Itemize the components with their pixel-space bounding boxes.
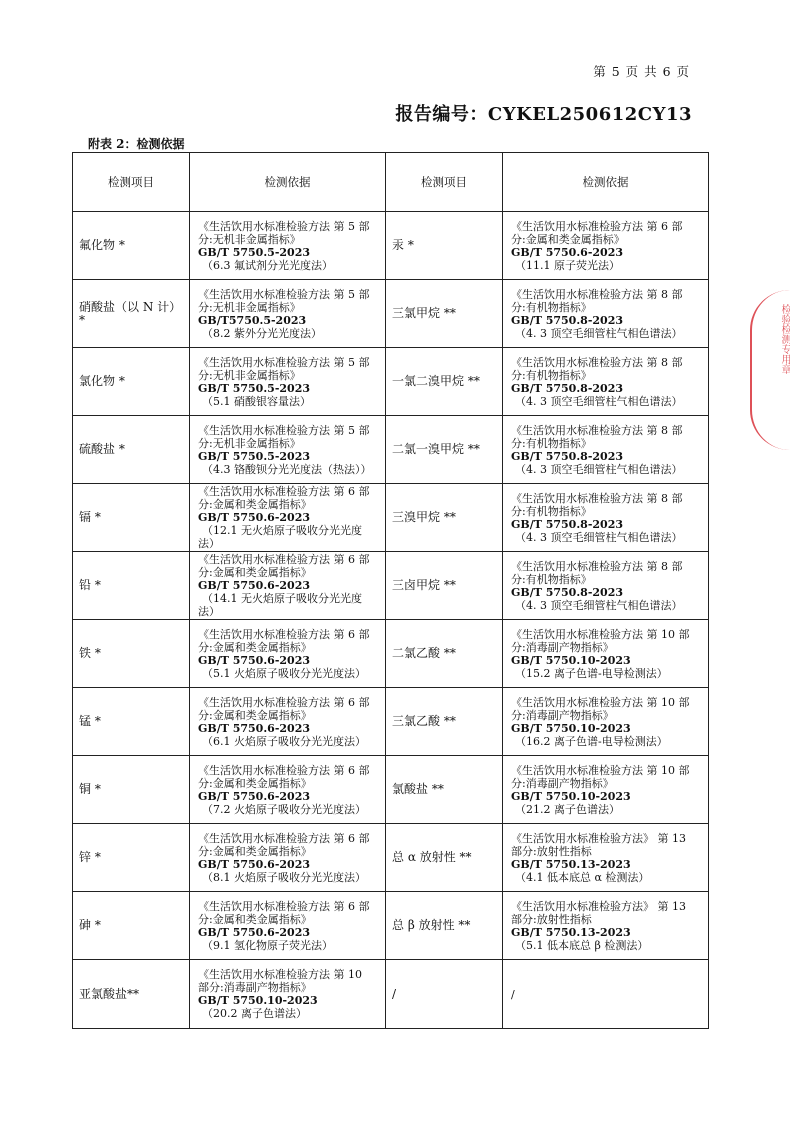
table-row	[73, 960, 709, 1029]
basis-line: 《生活饮用水标准检验方法 第 5 部	[198, 355, 370, 369]
test-item-right: /	[386, 960, 503, 1029]
test-basis-left	[190, 756, 386, 824]
table-row	[73, 756, 709, 824]
test-item-right: 二氯乙酸 **	[386, 620, 503, 688]
basis-line: （21.2 离子色谱法）	[515, 802, 620, 816]
basis-line: 《生活饮用水标准检验方法 第 8 部	[511, 287, 683, 301]
basis-line: （4. 3 顶空毛细管柱气相色谱法）	[515, 530, 683, 544]
basis-line: 分:金属和类金属指标》	[198, 498, 312, 511]
test-item-left: 亚氯酸盐**	[73, 960, 190, 1029]
basis-line: 分:金属和类金属指标》	[198, 566, 312, 579]
basis-line: GB/T 5750.5-2023	[198, 449, 311, 463]
test-basis-left	[190, 348, 386, 416]
test-basis-right	[503, 620, 709, 688]
seal-text: 检验检测专用章	[779, 304, 790, 374]
test-item-right: 三氯乙酸 **	[386, 688, 503, 756]
basis-line: 《生活饮用水标准检验方法 第 6 部	[198, 627, 370, 641]
basis-line: （7.2 火焰原子吸收分光光度法）	[202, 802, 366, 816]
basis-line: 分:金属和类金属指标》	[198, 708, 312, 722]
basis-line: （9.1 氢化物原子荧光法）	[202, 938, 333, 952]
basis-line: （4.3 铬酸钡分光光度法（热法））	[202, 462, 372, 476]
table-row	[73, 280, 709, 348]
basis-line: 部分:放射性指标	[511, 912, 592, 926]
table-row	[73, 552, 709, 620]
test-basis-table	[72, 152, 709, 1029]
table-row	[73, 824, 709, 892]
seal-stamp	[750, 290, 790, 450]
basis-line: GB/T 5750.6-2023	[198, 857, 311, 871]
basis-line: 分:金属和类金属指标》	[198, 912, 312, 926]
table-row	[73, 484, 709, 552]
test-basis-left	[190, 620, 386, 688]
test-basis-left	[190, 484, 386, 552]
basis-line: 《生活饮用水标准检验方法 第 6 部	[198, 831, 370, 845]
basis-line: （6.3 氟试剂分光光度法）	[202, 258, 333, 272]
basis-line: GB/T 5750.8-2023	[511, 517, 624, 531]
basis-line: 《生活饮用水标准检验方法 第 6 部	[511, 219, 683, 233]
test-basis-left	[190, 824, 386, 892]
header-test-item-left: 检测项目	[73, 153, 190, 212]
basis-line: 部分:消毒副产物指标》	[198, 981, 312, 994]
basis-line: 分:金属和类金属指标》	[198, 640, 312, 654]
test-basis-right	[503, 552, 709, 620]
basis-line: （20.2 离子色谱法）	[202, 1007, 307, 1020]
basis-line: 分:无机非金属指标》	[198, 300, 301, 314]
basis-line: （4. 3 顶空毛细管柱气相色谱法）	[515, 394, 683, 408]
basis-line: 《生活饮用水标准检验方法 第 6 部	[198, 553, 370, 566]
basis-line: （5.1 低本底总 β 检测法）	[515, 938, 649, 952]
test-item-left: 硫酸盐 *	[73, 416, 190, 484]
test-basis-right	[503, 824, 709, 892]
basis-line: （8.1 火焰原子吸收分光光度法）	[202, 870, 366, 884]
test-item-left: 氯化物 *	[73, 348, 190, 416]
basis-line: 部分:放射性指标	[511, 844, 592, 858]
test-basis-right	[503, 212, 709, 280]
basis-line: 《生活饮用水标准检验方法 第 6 部	[198, 695, 370, 709]
test-basis-right	[503, 756, 709, 824]
test-basis-right	[503, 892, 709, 960]
basis-line: 分:无机非金属指标》	[198, 232, 301, 246]
test-basis-right	[503, 416, 709, 484]
header-test-basis-left: 检测依据	[190, 153, 386, 212]
header-test-item-right: 检测项目	[386, 153, 503, 212]
test-item-left: 铜 *	[73, 756, 190, 824]
basis-line: GB/T 5750.6-2023	[198, 789, 311, 803]
basis-line: （4.1 低本底总 α 检测法）	[515, 870, 650, 884]
basis-line: 分:金属和类金属指标》	[198, 844, 312, 858]
basis-line: GB/T 5750.5-2023	[198, 245, 311, 259]
basis-line: GB/T 5750.8-2023	[511, 449, 624, 463]
test-item-left: 镉 *	[73, 484, 190, 552]
basis-line: 《生活饮用水标准检验方法 第 6 部	[198, 763, 370, 777]
basis-line: 《生活饮用水标准检验方法 第 10 部	[511, 763, 690, 777]
basis-line: GB/T 5750.10-2023	[511, 721, 631, 735]
basis-line: GB/T 5750.10-2023	[511, 653, 631, 667]
basis-line: 《生活饮用水标准检验方法》 第 13	[511, 831, 686, 845]
test-basis-left	[190, 960, 386, 1029]
test-basis-left	[190, 416, 386, 484]
table-body	[73, 212, 709, 1029]
test-item-left: 铅 *	[73, 552, 190, 620]
test-item-left: 砷 *	[73, 892, 190, 960]
test-basis-left	[190, 212, 386, 280]
test-basis-right	[503, 960, 709, 1029]
report-number: 报告编号：CYKEL250612CY13	[395, 104, 692, 125]
header-test-basis-right: 检测依据	[503, 153, 709, 212]
basis-line: 分:无机非金属指标》	[198, 368, 301, 382]
test-item-right: 三氯甲烷 **	[386, 280, 503, 348]
basis-line: （16.2 离子色谱-电导检测法）	[515, 734, 668, 748]
basis-line: 分:消毒副产物指标》	[511, 640, 614, 654]
basis-line: /	[511, 987, 515, 1001]
basis-line: GB/T 5750.10-2023	[198, 994, 318, 1007]
basis-line: 《生活饮用水标准检验方法》 第 13	[511, 899, 686, 913]
test-item-right: 一氯二溴甲烷 **	[386, 348, 503, 416]
basis-line: 《生活饮用水标准检验方法 第 5 部	[198, 287, 370, 301]
basis-line: 分:消毒副产物指标》	[511, 776, 614, 790]
table-row	[73, 212, 709, 280]
basis-line: GB/T 5750.5-2023	[198, 381, 311, 395]
basis-line: GB/T 5750.6-2023	[511, 245, 624, 259]
table-caption: 附表 2：检测依据	[88, 137, 185, 151]
basis-line: 《生活饮用水标准检验方法 第 10	[198, 968, 362, 981]
test-basis-right	[503, 348, 709, 416]
basis-line: GB/T 5750.13-2023	[511, 925, 631, 939]
basis-line: （15.2 离子色谱-电导检测法）	[515, 666, 668, 680]
test-basis-left	[190, 688, 386, 756]
test-item-left: 锌 *	[73, 824, 190, 892]
basis-line: 法）	[198, 605, 220, 618]
test-item-right: 二氯一溴甲烷 **	[386, 416, 503, 484]
test-item-left: 铁 *	[73, 620, 190, 688]
test-item-right: 汞 *	[386, 212, 503, 280]
table-header-row	[73, 153, 709, 212]
test-basis-left	[190, 892, 386, 960]
basis-line: （4. 3 顶空毛细管柱气相色谱法）	[515, 462, 683, 476]
basis-line: 《生活饮用水标准检验方法 第 10 部	[511, 695, 690, 709]
basis-line: GB/T 5750.8-2023	[511, 313, 624, 327]
basis-line: GB/T 5750.6-2023	[198, 721, 311, 735]
basis-line: GB/T 5750.13-2023	[511, 857, 631, 871]
basis-line: 《生活饮用水标准检验方法 第 6 部	[198, 485, 370, 498]
test-item-right: 总 β 放射性 **	[386, 892, 503, 960]
test-basis-right	[503, 280, 709, 348]
basis-line: GB/T5750.5-2023	[198, 313, 307, 327]
basis-line: 分:金属和类金属指标》	[511, 232, 625, 246]
basis-line: 分:有机物指标》	[511, 300, 592, 314]
basis-line: 分:金属和类金属指标》	[198, 776, 312, 790]
basis-line: GB/T 5750.8-2023	[511, 381, 624, 395]
table-row	[73, 620, 709, 688]
basis-line: 《生活饮用水标准检验方法 第 10 部	[511, 627, 690, 641]
test-basis-left	[190, 552, 386, 620]
basis-line: 分:有机物指标》	[511, 368, 592, 382]
test-item-left: 氟化物 *	[73, 212, 190, 280]
basis-line: 分:有机物指标》	[511, 436, 592, 450]
basis-line: 分:消毒副产物指标》	[511, 708, 614, 722]
basis-line: 分:有机物指标》	[511, 572, 592, 586]
basis-line: GB/T 5750.6-2023	[198, 925, 311, 939]
test-item-left: 硝酸盐（以 N 计）*	[73, 280, 190, 348]
basis-line: （5.1 硝酸银容量法）	[202, 394, 311, 408]
test-item-left: 锰 *	[73, 688, 190, 756]
basis-line: （8.2 紫外分光光度法）	[202, 326, 322, 340]
basis-line: （11.1 原子荧光法）	[515, 258, 620, 272]
basis-line: GB/T 5750.6-2023	[198, 579, 311, 592]
basis-line: 《生活饮用水标准检验方法 第 6 部	[198, 899, 370, 913]
table-row	[73, 348, 709, 416]
table-row	[73, 892, 709, 960]
basis-line: 分:无机非金属指标》	[198, 436, 301, 450]
test-item-right: 三溴甲烷 **	[386, 484, 503, 552]
test-item-right: 总 α 放射性 **	[386, 824, 503, 892]
basis-line: GB/T 5750.6-2023	[198, 511, 311, 524]
test-basis-left	[190, 280, 386, 348]
basis-line: （5.1 火焰原子吸收分光光度法）	[202, 666, 366, 680]
basis-line: （12.1 无火焰原子吸收分光光度	[202, 524, 362, 537]
basis-line: 《生活饮用水标准检验方法 第 8 部	[511, 423, 683, 437]
basis-line: GB/T 5750.10-2023	[511, 789, 631, 803]
basis-line: GB/T 5750.6-2023	[198, 653, 311, 667]
basis-line: 《生活饮用水标准检验方法 第 5 部	[198, 423, 370, 437]
table-row	[73, 416, 709, 484]
basis-line: 《生活饮用水标准检验方法 第 8 部	[511, 355, 683, 369]
test-basis-right	[503, 688, 709, 756]
basis-line: 法）	[198, 537, 220, 550]
basis-line: 《生活饮用水标准检验方法 第 8 部	[511, 491, 683, 505]
page-number: 第 5 页 共 6 页	[593, 64, 690, 79]
basis-line: 《生活饮用水标准检验方法 第 8 部	[511, 559, 683, 573]
table-row	[73, 688, 709, 756]
test-item-right: 氯酸盐 **	[386, 756, 503, 824]
basis-line: GB/T 5750.8-2023	[511, 585, 624, 599]
test-basis-right	[503, 484, 709, 552]
basis-line: 分:有机物指标》	[511, 504, 592, 518]
basis-line: 《生活饮用水标准检验方法 第 5 部	[198, 219, 370, 233]
basis-line: （14.1 无火焰原子吸收分光光度	[202, 592, 362, 605]
basis-line: （4. 3 顶空毛细管柱气相色谱法）	[515, 598, 683, 612]
basis-line: （6.1 火焰原子吸收分光光度法）	[202, 734, 366, 748]
basis-line: （4. 3 顶空毛细管柱气相色谱法）	[515, 326, 683, 340]
test-item-right: 三卤甲烷 **	[386, 552, 503, 620]
